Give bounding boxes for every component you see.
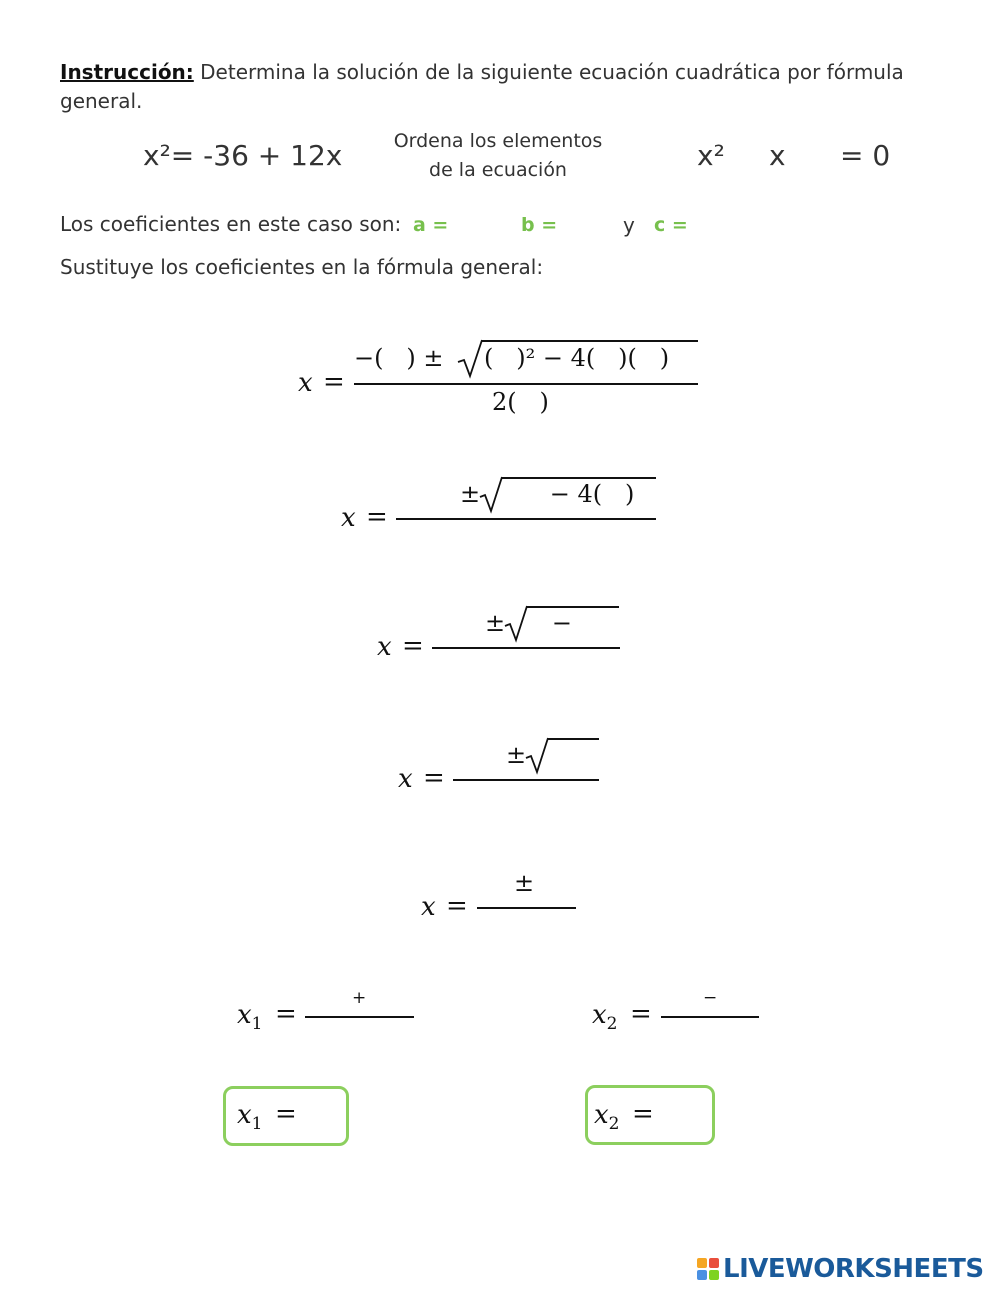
step3-radicand: −: [529, 609, 572, 637]
x2-equals: =: [630, 999, 652, 1029]
step3-radical-bar: [527, 606, 619, 608]
instruction: [60, 58, 940, 116]
order-note-line1: Ordena los elementos: [393, 130, 603, 152]
step3-sqrt-icon: [503, 604, 531, 644]
x2-answer-label: [594, 1100, 620, 1134]
step4-fraction-bar: [453, 779, 599, 781]
substitute-instruction: Sustituye los coeficientes en la fórmula general:: [60, 255, 544, 279]
step2-x: x: [341, 503, 356, 533]
order-note: [378, 127, 618, 185]
step2-plus-minus: ±: [460, 480, 481, 508]
step2-equals: =: [366, 502, 388, 532]
step1-fraction-bar: [354, 383, 698, 385]
step3-plus-minus: ±: [485, 609, 506, 637]
x1-subscript: 1: [251, 1014, 263, 1035]
order-note-line2: de la ecuación: [429, 159, 567, 181]
instruction-label: Instrucción:: [60, 60, 194, 84]
step4-equals: =: [423, 763, 445, 793]
x1-var: x: [237, 1000, 252, 1030]
step5-fraction-bar: [477, 907, 576, 909]
logo-blocks-icon: [697, 1258, 719, 1280]
step1-radicand: ( )² − 4( )( ): [484, 344, 670, 372]
x2-answer-equals: =: [632, 1099, 654, 1129]
step1-equals: =: [323, 367, 345, 397]
ordered-equals-zero: = 0: [840, 139, 891, 172]
step4-plus-minus: ±: [506, 741, 527, 769]
x1-equals: =: [275, 999, 297, 1029]
x2-var: x: [592, 1000, 607, 1030]
x2-answer-var: x: [594, 1100, 609, 1130]
x1-answer-subscript: 1: [251, 1114, 263, 1135]
step5-equals: =: [446, 891, 468, 921]
coef-a-label: a =: [413, 214, 449, 236]
step5-plus-minus: ±: [514, 869, 535, 897]
step1-denominator: 2( ): [492, 388, 549, 416]
given-equation: x²= -36 + 12x: [143, 139, 343, 172]
step2-radicand: − 4( ): [504, 480, 635, 508]
x1-answer-equals: =: [275, 1099, 297, 1129]
coefficients-prefix: Los coeficientes en este caso son:: [60, 212, 402, 236]
step1-x: x: [298, 368, 313, 398]
step2-sqrt-icon: [478, 475, 506, 515]
logo-text: LIVEWORKSHEETS: [723, 1254, 984, 1284]
step4-sqrt-icon: [524, 736, 552, 776]
x2-subscript: 2: [606, 1014, 618, 1035]
step3-fraction-bar: [432, 647, 620, 649]
step1-radical-bar: [482, 340, 698, 342]
step3-equals: =: [402, 631, 424, 661]
step3-x: x: [377, 632, 392, 662]
coefficients-line: [60, 212, 401, 236]
x1-plus-sign: +: [352, 988, 367, 1008]
step2-fraction-bar: [396, 518, 656, 520]
ordered-term-x2: x²: [697, 139, 725, 172]
coef-and: y: [623, 213, 635, 237]
step2-radical-bar: [502, 477, 656, 479]
step4-radical-bar: [548, 738, 599, 740]
x2-fraction-label: [592, 1000, 618, 1034]
x2-minus-sign: −: [703, 988, 718, 1008]
instruction-text: Determina la solución de la siguiente ecuación cuadrática por fórmula general.: [60, 60, 904, 113]
step5-x: x: [421, 892, 436, 922]
step4-x: x: [398, 764, 413, 794]
x2-answer-subscript: 2: [608, 1114, 620, 1135]
x1-answer-var: x: [237, 1100, 252, 1130]
step1-numerator: −( ) ±: [354, 344, 452, 372]
x1-fraction-label: [237, 1000, 263, 1034]
coef-c-label: c =: [654, 214, 688, 236]
step1-sqrt-icon: [456, 338, 486, 380]
liveworksheets-logo: [697, 1254, 984, 1284]
x1-fraction-bar: [305, 1016, 414, 1018]
x2-fraction-bar: [661, 1016, 759, 1018]
x1-answer-label: [237, 1100, 263, 1134]
coef-b-label: b =: [521, 214, 558, 236]
ordered-term-x: x: [769, 139, 786, 172]
